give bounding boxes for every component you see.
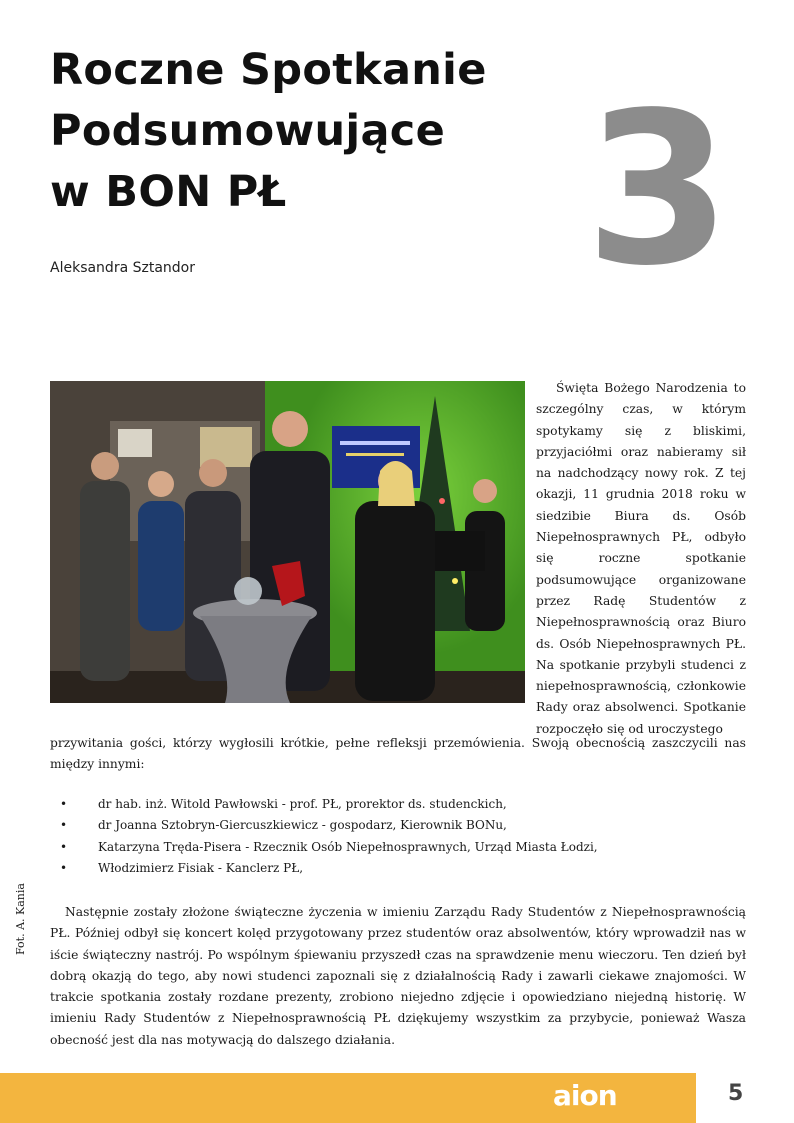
author-name: Aleksandra Sztandor [50, 260, 195, 276]
bullet-icon: • [60, 797, 68, 811]
list-item [60, 815, 740, 836]
title-line-3: w BON PŁ [50, 167, 287, 217]
bullet-icon: • [60, 860, 68, 875]
list-item [60, 858, 740, 879]
section-number: 3 [585, 67, 732, 312]
photo-credit: Fot. A. Kania [14, 883, 27, 955]
magazine-logo: aion [553, 1079, 617, 1112]
paragraph-closing: Następnie zostały złożone świąteczne życzenia w imieniu Zarządu Rady Studentów z Niepełnosprawnością PŁ. Później odbył się koncert kolęd przygotowany przez studentów oraz absolwentów, który wprowadził nas w iście świąteczny nastrój. Po wspólnym śpiewaniu przyszedł czas na sprawdzenie menu wieczoru. Ten dzień był dobrą okazją do tego, aby nowi studenci zapoznali się z działalnością Rady i zawarli ciekawe znajomości. W trakcie spotkania zostały rozdane prezenty, zrobiono niejedno zdjęcie i opowiedziano niejedną historię. W imieniu Rady Studentów z Niepełnosprawnością PŁ dziękujemy wszystkim za przybycie, ponieważ Wasza obecność jest dla nas motywacją do dalszego działania. [50, 905, 746, 1047]
bullet-icon: • [60, 818, 68, 833]
list-item [60, 837, 740, 858]
guest-name: dr hab. inż. Witold Pawłowski - prof. PŁ, prorektor ds. studenckich, [98, 797, 507, 811]
guest-name: Włodzimierz Fisiak - Kanclerz PŁ, [98, 860, 304, 875]
guest-name: Katarzyna Tręda-Pisera - Rzecznik Osób Niepełnosprawnych, Urząd Miasta Łodzi, [98, 839, 598, 854]
bullet-icon: • [60, 839, 68, 854]
guest-name: dr Joanna Sztobryn-Giercuszkiewicz - gospodarz, Kierownik BONu, [98, 818, 507, 833]
event-photo [50, 381, 525, 703]
list-item [60, 794, 740, 815]
title-line-2: Podsumowujące [50, 106, 446, 156]
paragraph-intro-continued: przywitania gości, którzy wygłosili krótkie, pełne refleksji przemówienia. Swoją obecnością zaszczycili nas między innymi: [50, 736, 746, 772]
guest-list [60, 794, 740, 879]
page-number: 5 [728, 1081, 744, 1106]
title-line-1: Roczne Spotkanie [50, 45, 487, 95]
paragraph-intro: Święta Bożego Narodzenia to szczególny czas, w którym spotykamy się z bliskimi, przyjaciółmi oraz nabieramy sił na nadchodzący nowy rok. Z tej okazji, 11 grudnia 2018 roku w siedzibie Biura ds. Osób Niepełnosprawnych PŁ, odbyło się roczne spotkanie podsumowujące organizowane przez Radę Studentów z Niepełnosprawnością oraz Biuro ds. Osób Niepełnosprawnych PŁ. Na spotkanie przybyli studenci z niepełnosprawnością, członkowie Rady oraz absolwenci. Spotkanie rozpoczęło się od uroczystego [536, 381, 746, 736]
article-title [50, 40, 570, 223]
